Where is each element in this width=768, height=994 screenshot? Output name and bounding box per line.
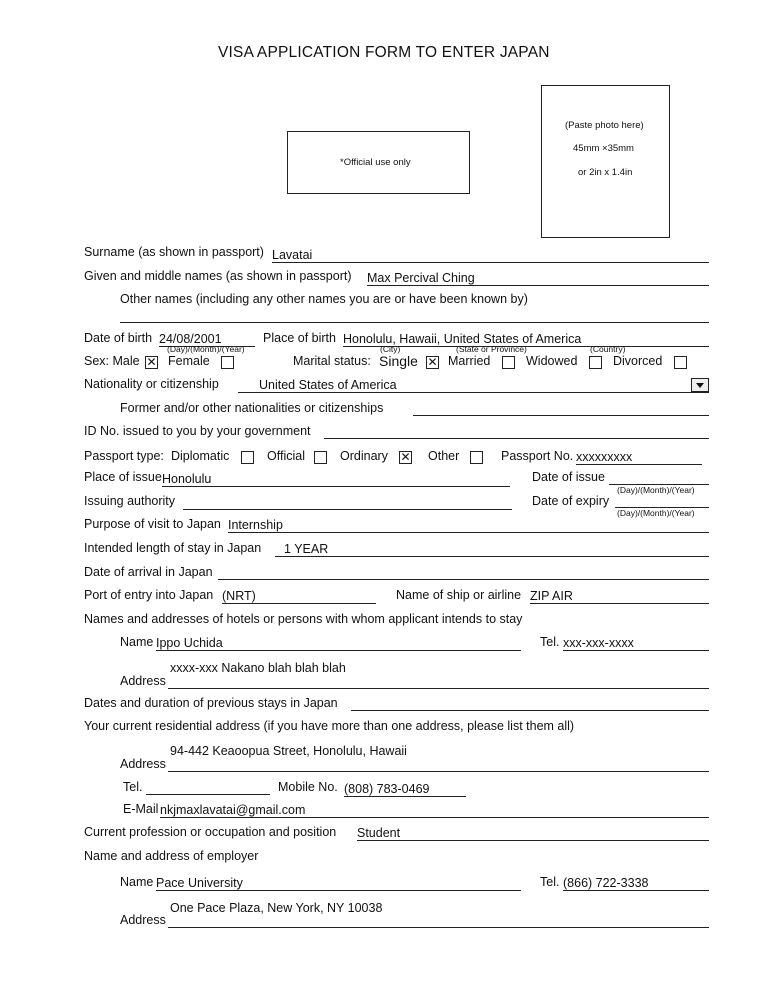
email-value[interactable]: nkjmaxlavatai@gmail.com xyxy=(160,803,306,817)
pob-hint-country: (Country) xyxy=(590,344,626,354)
passport-no-value[interactable]: xxxxxxxxx xyxy=(576,450,633,464)
surname-value[interactable]: Lavatai xyxy=(272,248,313,262)
place-of-issue-value[interactable]: Honolulu xyxy=(162,472,212,486)
employer-address-value[interactable]: One Pace Plaza, New York, NY 10038 xyxy=(170,901,383,915)
photo-size-mm: 45mm ×35mm xyxy=(573,143,634,154)
host-tel-line xyxy=(563,650,709,651)
marital-married-label: Married xyxy=(448,354,491,368)
date-of-issue-hint: (Day)/(Month)/(Year) xyxy=(617,485,695,495)
official-use-label: *Official use only xyxy=(340,157,411,168)
mobile-label: Mobile No. xyxy=(278,780,338,794)
date-of-expiry-label: Date of expiry xyxy=(532,494,610,508)
nationality-line xyxy=(238,392,709,393)
form-title: VISA APPLICATION FORM TO ENTER JAPAN xyxy=(218,44,550,61)
sex-male-checkbox[interactable]: ✕ xyxy=(146,355,157,369)
previous-stays-label: Dates and duration of previous stays in Japan xyxy=(84,696,338,710)
ship-airline-value[interactable]: ZIP AIR xyxy=(530,589,573,603)
sex-label: Sex: Male xyxy=(84,354,140,368)
home-address-line xyxy=(168,771,709,772)
chevron-down-icon[interactable] xyxy=(691,378,709,392)
issuing-authority-label: Issuing authority xyxy=(84,494,176,508)
photo-box[interactable] xyxy=(541,85,670,238)
passport-ordinary-checkbox[interactable]: ✕ xyxy=(400,450,411,464)
former-nationalities-line[interactable] xyxy=(413,415,709,416)
sex-female-label: Female xyxy=(168,354,210,368)
profession-value[interactable]: Student xyxy=(357,826,401,840)
host-tel-label: Tel. xyxy=(540,635,560,649)
host-tel-value[interactable]: xxx-xxx-xxxx xyxy=(563,636,634,650)
length-of-stay-label: Intended length of stay in Japan xyxy=(84,541,262,555)
employer-address-line xyxy=(168,927,709,928)
length-of-stay-value[interactable]: 1 YEAR xyxy=(284,542,329,556)
employer-address-label: Address xyxy=(120,913,166,927)
employer-name-value[interactable]: Pace University xyxy=(156,876,243,890)
mobile-value[interactable]: (808) 783-0469 xyxy=(344,782,430,796)
home-address-value[interactable]: 94-442 Keaoopua Street, Honolulu, Hawaii xyxy=(170,744,407,758)
dob-label: Date of birth xyxy=(84,331,153,345)
pob-label: Place of birth xyxy=(263,331,336,345)
id-no-line[interactable] xyxy=(324,438,709,439)
given-names-value[interactable]: Max Percival Ching xyxy=(367,271,475,285)
employer-name-line xyxy=(156,890,521,891)
port-of-entry-value[interactable]: (NRT) xyxy=(222,589,256,603)
passport-no-line xyxy=(576,464,702,465)
marital-label: Marital status: xyxy=(293,354,371,368)
mobile-line xyxy=(344,796,466,797)
host-address-label: Address xyxy=(120,674,166,688)
profession-line xyxy=(357,840,709,841)
port-of-entry-line xyxy=(222,603,376,604)
profession-label: Current profession or occupation and position xyxy=(84,825,337,839)
home-tel-line[interactable] xyxy=(146,794,270,795)
dob-value[interactable]: 24/08/2001 xyxy=(159,332,222,346)
place-of-issue-line xyxy=(162,486,510,487)
pob-hint-city: (City) xyxy=(380,344,401,354)
passport-official-checkbox[interactable] xyxy=(314,451,327,464)
hotels-heading: Names and addresses of hotels or persons with whom applicant intends to stay xyxy=(84,612,523,626)
sex-female-checkbox[interactable] xyxy=(221,356,234,369)
given-names-label: Given and middle names (as shown in passport) xyxy=(84,269,352,283)
surname-line xyxy=(272,262,709,263)
marital-single-checkbox[interactable]: ✕ xyxy=(427,355,438,369)
nationality-label: Nationality or citizenship xyxy=(84,377,219,391)
former-nationalities-label: Former and/or other nationalities or citizenships xyxy=(120,401,384,415)
host-address-line xyxy=(168,688,709,689)
arrival-date-line[interactable] xyxy=(218,579,709,580)
photo-size-in: or 2in x 1.4in xyxy=(578,167,633,178)
given-names-line xyxy=(367,285,709,286)
other-names-label: Other names (including any other names you are or have been known by) xyxy=(120,292,528,306)
previous-stays-line[interactable] xyxy=(351,710,709,711)
dob-hint: (Day)/(Month)/(Year) xyxy=(167,344,245,354)
home-address-label: Address xyxy=(120,757,166,771)
home-tel-label: Tel. xyxy=(123,780,143,794)
passport-other-label: Other xyxy=(428,449,460,463)
date-of-issue-label: Date of issue xyxy=(532,470,605,484)
length-of-stay-line xyxy=(275,556,709,557)
email-line xyxy=(160,817,709,818)
photo-label: (Paste photo here) xyxy=(565,120,644,131)
marital-divorced-checkbox[interactable] xyxy=(674,356,687,369)
passport-other-checkbox[interactable] xyxy=(470,451,483,464)
marital-single-label: Single xyxy=(379,353,418,369)
passport-no-label: Passport No. xyxy=(501,449,574,463)
ship-airline-line xyxy=(530,603,709,604)
purpose-line xyxy=(228,532,709,533)
email-label: E-Mail xyxy=(123,802,159,816)
passport-official-label: Official xyxy=(267,449,305,463)
other-names-line xyxy=(120,322,709,323)
official-use-box xyxy=(287,131,470,194)
place-of-issue-label: Place of issue xyxy=(84,470,162,484)
marital-widowed-label: Widowed xyxy=(526,354,578,368)
arrival-date-label: Date of arrival in Japan xyxy=(84,565,213,579)
surname-label: Surname (as shown in passport) xyxy=(84,245,264,259)
residential-heading: Your current residential address (if you have more than one address, please list them all) xyxy=(84,719,575,733)
marital-divorced-label: Divorced xyxy=(613,354,663,368)
employer-tel-value[interactable]: (866) 722-3338 xyxy=(563,876,649,890)
passport-ordinary-label: Ordinary xyxy=(340,449,388,463)
purpose-label: Purpose of visit to Japan xyxy=(84,517,221,531)
pob-value[interactable]: Honolulu, Hawaii, United States of America xyxy=(343,332,582,346)
id-no-label: ID No. issued to you by your government xyxy=(84,424,311,438)
purpose-value[interactable]: Internship xyxy=(228,518,283,532)
host-name-line xyxy=(156,650,521,651)
date-of-expiry-hint: (Day)/(Month)/(Year) xyxy=(617,508,695,518)
marital-married-checkbox[interactable] xyxy=(502,356,515,369)
host-name-label: Name xyxy=(120,635,154,649)
passport-diplomatic-label: Diplomatic xyxy=(171,449,230,463)
employer-heading: Name and address of employer xyxy=(84,849,259,863)
ship-airline-label: Name of ship or airline xyxy=(396,588,522,602)
employer-tel-line xyxy=(563,890,709,891)
issuing-authority-line[interactable] xyxy=(183,509,512,510)
passport-diplomatic-checkbox[interactable] xyxy=(241,451,254,464)
host-address-value[interactable]: xxxx-xxx Nakano blah blah blah xyxy=(170,661,346,675)
marital-widowed-checkbox[interactable] xyxy=(589,356,602,369)
pob-hint-state: (State or Province) xyxy=(456,344,527,354)
passport-type-label: Passport type: xyxy=(84,449,164,463)
employer-tel-label: Tel. xyxy=(540,875,560,889)
host-name-value[interactable]: Ippo Uchida xyxy=(156,636,223,650)
employer-name-label: Name xyxy=(120,875,154,889)
port-of-entry-label: Port of entry into Japan xyxy=(84,588,214,602)
nationality-select[interactable]: United States of America xyxy=(259,378,397,392)
